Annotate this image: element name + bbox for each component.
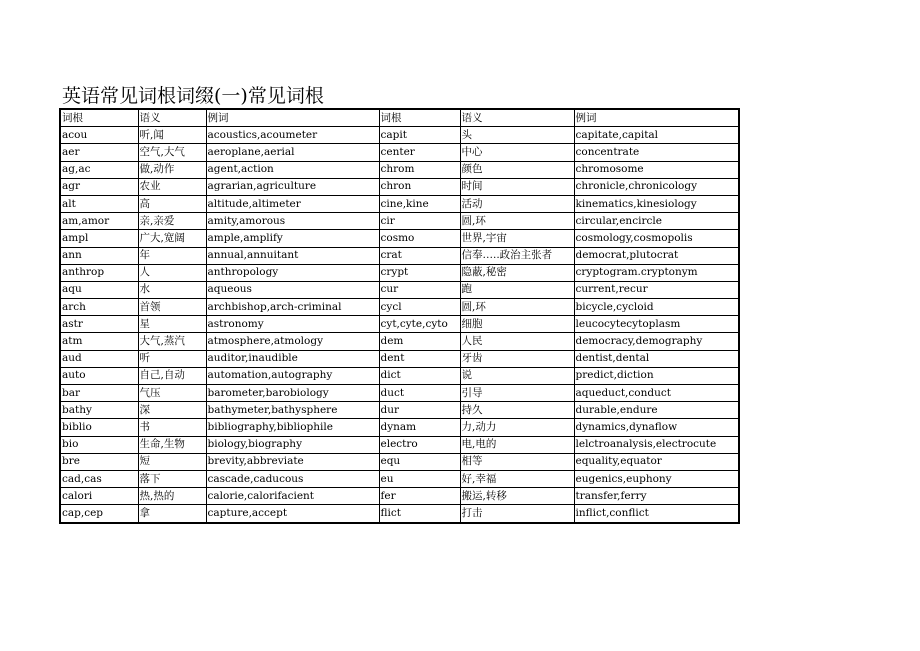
cell-examples: archbishop,arch-criminal	[206, 299, 379, 316]
table-row	[60, 367, 739, 384]
cell-meaning-2: 搬运,转移	[460, 488, 574, 505]
cell-root: cap,cep	[60, 505, 138, 523]
cell-meaning: 听,闻	[138, 127, 206, 144]
cell-root: am,amor	[60, 213, 138, 230]
cell-examples-2: concentrate	[574, 144, 739, 161]
cell-examples: automation,autography	[206, 367, 379, 384]
table-row	[60, 470, 739, 487]
cell-root-2: eu	[379, 470, 460, 487]
cell-examples: bibliography,bibliophile	[206, 419, 379, 436]
cell-examples: auditor,inaudible	[206, 350, 379, 367]
cell-examples-2: current,recur	[574, 281, 739, 298]
cell-root: bathy	[60, 402, 138, 419]
table-row	[60, 402, 739, 419]
cell-examples: biology,biography	[206, 436, 379, 453]
cell-examples: annual,annuitant	[206, 247, 379, 264]
cell-root-2: equ	[379, 453, 460, 470]
table-row	[60, 127, 739, 144]
cell-root-2: cine,kine	[379, 195, 460, 212]
cell-meaning: 人	[138, 264, 206, 281]
cell-root-2: cir	[379, 213, 460, 230]
word-roots-table	[59, 108, 740, 524]
cell-meaning: 落下	[138, 470, 206, 487]
cell-meaning: 高	[138, 195, 206, 212]
cell-examples: acoustics,acoumeter	[206, 127, 379, 144]
cell-meaning: 做,动作	[138, 161, 206, 178]
cell-examples-2: predict,diction	[574, 367, 739, 384]
table-row	[60, 333, 739, 350]
cell-meaning-2: 颜色	[460, 161, 574, 178]
cell-examples-2: transfer,ferry	[574, 488, 739, 505]
cell-examples: astronomy	[206, 316, 379, 333]
cell-root-2: dynam	[379, 419, 460, 436]
cell-examples: brevity,abbreviate	[206, 453, 379, 470]
cell-examples-2: dynamics,dynaflow	[574, 419, 739, 436]
cell-examples-2: democrat,plutocrat	[574, 247, 739, 264]
cell-meaning: 星	[138, 316, 206, 333]
cell-meaning-2: 相等	[460, 453, 574, 470]
cell-examples: ample,amplify	[206, 230, 379, 247]
cell-root: biblio	[60, 419, 138, 436]
cell-examples: amity,amorous	[206, 213, 379, 230]
cell-root: ag,ac	[60, 161, 138, 178]
cell-examples: aeroplane,aerial	[206, 144, 379, 161]
cell-root-2: dur	[379, 402, 460, 419]
cell-root: agr	[60, 178, 138, 195]
cell-examples-2: cryptogram.cryptonym	[574, 264, 739, 281]
cell-examples-2: dentist,dental	[574, 350, 739, 367]
cell-examples: cascade,caducous	[206, 470, 379, 487]
cell-root: aqu	[60, 281, 138, 298]
cell-examples-2: bicycle,cycloid	[574, 299, 739, 316]
cell-meaning-2: 跑	[460, 281, 574, 298]
cell-root-2: center	[379, 144, 460, 161]
cell-meaning: 短	[138, 453, 206, 470]
cell-meaning: 广大,宽阔	[138, 230, 206, 247]
header-root: 词根	[60, 109, 138, 127]
cell-meaning-2: 细胞	[460, 316, 574, 333]
cell-examples-2: democracy,demography	[574, 333, 739, 350]
cell-root: arch	[60, 299, 138, 316]
cell-root-2: cosmo	[379, 230, 460, 247]
cell-root: ann	[60, 247, 138, 264]
cell-meaning-2: 力,动力	[460, 419, 574, 436]
cell-meaning-2: 圆,环	[460, 213, 574, 230]
cell-root-2: cur	[379, 281, 460, 298]
cell-root: anthrop	[60, 264, 138, 281]
cell-meaning-2: 说	[460, 367, 574, 384]
cell-root: acou	[60, 127, 138, 144]
table-row	[60, 161, 739, 178]
cell-examples: agent,action	[206, 161, 379, 178]
cell-root: bar	[60, 385, 138, 402]
cell-meaning-2: 持久	[460, 402, 574, 419]
cell-meaning-2: 打击	[460, 505, 574, 523]
header-root-2: 词根	[379, 109, 460, 127]
cell-root-2: capit	[379, 127, 460, 144]
cell-meaning: 水	[138, 281, 206, 298]
cell-meaning: 生命,生物	[138, 436, 206, 453]
cell-meaning-2: 世界,宇宙	[460, 230, 574, 247]
table-row	[60, 230, 739, 247]
table-row	[60, 281, 739, 298]
cell-root: atm	[60, 333, 138, 350]
cell-meaning-2: 人民	[460, 333, 574, 350]
cell-meaning-2: 信奉…..政治主张者	[460, 247, 574, 264]
cell-examples: calorie,calorifacient	[206, 488, 379, 505]
cell-root-2: dent	[379, 350, 460, 367]
cell-examples: aqueous	[206, 281, 379, 298]
cell-root-2: chron	[379, 178, 460, 195]
table-row	[60, 505, 739, 523]
header-meaning: 语义	[138, 109, 206, 127]
cell-meaning: 亲,亲爱	[138, 213, 206, 230]
table-row	[60, 488, 739, 505]
cell-examples-2: chronicle,chronicology	[574, 178, 739, 195]
table-row	[60, 213, 739, 230]
table-row	[60, 350, 739, 367]
cell-root-2: dem	[379, 333, 460, 350]
cell-examples: barometer,barobiology	[206, 385, 379, 402]
cell-examples-2: aqueduct,conduct	[574, 385, 739, 402]
cell-root-2: cyt,cyte,cyto	[379, 316, 460, 333]
cell-examples: agrarian,agriculture	[206, 178, 379, 195]
cell-examples-2: equality,equator	[574, 453, 739, 470]
cell-root-2: crat	[379, 247, 460, 264]
cell-meaning: 书	[138, 419, 206, 436]
cell-meaning-2: 圆,环	[460, 299, 574, 316]
cell-root: ampl	[60, 230, 138, 247]
cell-root: calori	[60, 488, 138, 505]
table-row	[60, 419, 739, 436]
cell-root: astr	[60, 316, 138, 333]
cell-examples-2: durable,endure	[574, 402, 739, 419]
cell-examples-2: chromosome	[574, 161, 739, 178]
cell-root: bre	[60, 453, 138, 470]
cell-root: aud	[60, 350, 138, 367]
cell-meaning-2: 中心	[460, 144, 574, 161]
cell-meaning: 气压	[138, 385, 206, 402]
cell-meaning-2: 引导	[460, 385, 574, 402]
table-row	[60, 264, 739, 281]
cell-examples: anthropology	[206, 264, 379, 281]
cell-examples: altitude,altimeter	[206, 195, 379, 212]
table-row	[60, 316, 739, 333]
cell-meaning-2: 头	[460, 127, 574, 144]
cell-root-2: dict	[379, 367, 460, 384]
document-title: 英语常见词根词缀(一)常见词根	[62, 85, 324, 107]
cell-root: bio	[60, 436, 138, 453]
cell-root-2: electro	[379, 436, 460, 453]
cell-root-2: cycl	[379, 299, 460, 316]
cell-root-2: crypt	[379, 264, 460, 281]
cell-examples-2: kinematics,kinesiology	[574, 195, 739, 212]
cell-meaning: 自己,自动	[138, 367, 206, 384]
table-row	[60, 195, 739, 212]
cell-root: auto	[60, 367, 138, 384]
cell-meaning: 听	[138, 350, 206, 367]
cell-meaning-2: 时间	[460, 178, 574, 195]
cell-examples-2: eugenics,euphony	[574, 470, 739, 487]
cell-root-2: duct	[379, 385, 460, 402]
cell-meaning: 拿	[138, 505, 206, 523]
table-row	[60, 178, 739, 195]
table-row	[60, 436, 739, 453]
header-examples: 例词	[206, 109, 379, 127]
table-header-row	[60, 109, 739, 127]
cell-meaning: 空气,大气	[138, 144, 206, 161]
cell-examples: capture,accept	[206, 505, 379, 523]
cell-root-2: chrom	[379, 161, 460, 178]
cell-meaning-2: 好,幸福	[460, 470, 574, 487]
cell-meaning: 大气,蒸汽	[138, 333, 206, 350]
cell-examples-2: cosmology,cosmopolis	[574, 230, 739, 247]
cell-meaning-2: 电,电的	[460, 436, 574, 453]
cell-root: alt	[60, 195, 138, 212]
cell-examples: bathymeter,bathysphere	[206, 402, 379, 419]
cell-meaning-2: 牙齿	[460, 350, 574, 367]
cell-meaning-2: 隐蔽,秘密	[460, 264, 574, 281]
cell-examples-2: lelctroanalysis,electrocute	[574, 436, 739, 453]
cell-meaning: 农业	[138, 178, 206, 195]
cell-examples-2: circular,encircle	[574, 213, 739, 230]
table-row	[60, 299, 739, 316]
cell-root-2: flict	[379, 505, 460, 523]
cell-examples-2: capitate,capital	[574, 127, 739, 144]
table-row	[60, 144, 739, 161]
cell-meaning: 年	[138, 247, 206, 264]
cell-root: aer	[60, 144, 138, 161]
table-row	[60, 247, 739, 264]
cell-examples-2: leucocytecytoplasm	[574, 316, 739, 333]
header-meaning-2: 语义	[460, 109, 574, 127]
cell-root-2: fer	[379, 488, 460, 505]
cell-meaning-2: 活动	[460, 195, 574, 212]
cell-meaning: 首领	[138, 299, 206, 316]
cell-root: cad,cas	[60, 470, 138, 487]
cell-examples-2: inflict,conflict	[574, 505, 739, 523]
header-examples-2: 例词	[574, 109, 739, 127]
table-row	[60, 453, 739, 470]
table-row	[60, 385, 739, 402]
cell-examples: atmosphere,atmology	[206, 333, 379, 350]
cell-meaning: 热,热的	[138, 488, 206, 505]
cell-meaning: 深	[138, 402, 206, 419]
